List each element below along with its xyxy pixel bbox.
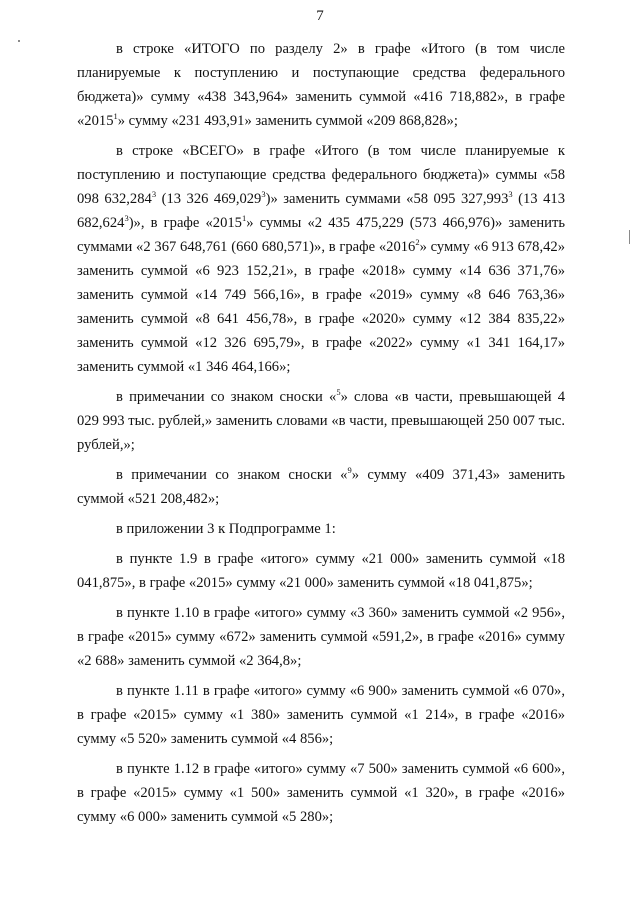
footnote-mark: 1 [241, 213, 247, 224]
paragraph [77, 139, 565, 379]
footnote-mark: 2 [415, 237, 420, 248]
text-run: в приложении 3 к Подпрограмме 1: [116, 521, 336, 537]
text-run: в примечании со знаком сноски « [116, 389, 337, 405]
paragraph [77, 547, 565, 595]
text-run: (13 413 682,624 [77, 191, 565, 231]
paragraph [77, 517, 565, 541]
paragraph [77, 463, 565, 511]
text-run: в примечании со знаком сноски « [116, 467, 348, 483]
text-run: в строке «ВСЕГО» в графе «Итого (в том числе планируемые к поступлению и поступающие средства федерального бюджета)» суммы «58 098 632,284 [77, 143, 565, 207]
paragraph [77, 679, 565, 751]
text-run: )» заменить суммами «58 095 327,993 [265, 191, 509, 207]
text-run: в пункте 1.9 в графе «итого» сумму «21 000» заменить суммой «18 041,875», в графе «2015» сумму «21 000» заменить суммой «18 041,875»; [77, 551, 565, 591]
text-run: в пункте 1.10 в графе «итого» сумму «3 360» заменить суммой «2 956», в графе «2015» сумму «672» заменить суммой «591,2», в графе «2016» сумму «2 688» заменить суммой «2 364,8»; [77, 605, 565, 669]
document-body [77, 37, 565, 835]
text-run: в пункте 1.11 в графе «итого» сумму «6 900» заменить суммой «6 070», в графе «2015» сумму «1 380» заменить суммой «1 214», в графе «2016» сумму «5 520» заменить суммой «4 856»; [77, 683, 565, 747]
scan-mark [18, 40, 20, 42]
paragraph [77, 37, 565, 133]
text-run: в пункте 1.12 в графе «итого» сумму «7 500» заменить суммой «6 600», в графе «2015» сумму «1 500» заменить суммой «1 320», в графе «2016» сумму «6 000» заменить суммой «5 280»; [77, 761, 565, 825]
text-run: » суммы «2 435 475,229 (573 466,976)» заменить суммами «2 367 648,761 (660 680,571)», в графе «2016 [77, 215, 566, 255]
scan-mark [629, 230, 630, 244]
footnote-mark: 3 [124, 213, 129, 224]
footnote-mark: 1 [113, 111, 118, 122]
text-run: в строке «ИТОГО по разделу 2» в графе «Итого (в том числе планируемые к поступлению и поступающие средства федерального бюджета)» сумму «438 343,964» заменить суммой «416 718,882», в графе «2015 [77, 41, 565, 129]
footnote-mark: 5 [336, 387, 341, 398]
text-run: » сумму «409 371,43» заменить суммой «521 208,482»; [77, 467, 565, 507]
text-run: » сумму «231 493,91» заменить суммой «209 868,828»; [117, 113, 458, 129]
text-run: (13 326 469,029 [156, 191, 262, 207]
footnote-mark: 3 [508, 189, 513, 200]
text-run: » слова «в части, превышающей 4 029 993 тыс. рублей,» заменить словами «в части, превышающей 250 007 тыс. рублей,»; [77, 389, 566, 453]
text-run: » сумму «6 913 678,42» заменить суммой «6 923 152,21», в графе «2018» сумму «14 636 371,76» заменить суммой «14 749 566,16», в графе «2019» сумму «8 646 763,36» заменить суммой «8 641 456,78», в графе «2020» сумму «12 384 835,22» заменить суммой «12 326 695,79», в графе «2022» сумму «1 341 164,17» заменить суммой «1 346 464,166»; [77, 239, 566, 375]
paragraph [77, 601, 565, 673]
footnote-mark: 3 [151, 189, 157, 200]
footnote-mark: 9 [347, 465, 352, 476]
footnote-mark: 3 [261, 189, 266, 200]
paragraph [77, 385, 565, 457]
text-run: )», в графе «2015 [128, 215, 242, 231]
paragraph [77, 757, 565, 829]
page-number: 7 [316, 8, 324, 24]
